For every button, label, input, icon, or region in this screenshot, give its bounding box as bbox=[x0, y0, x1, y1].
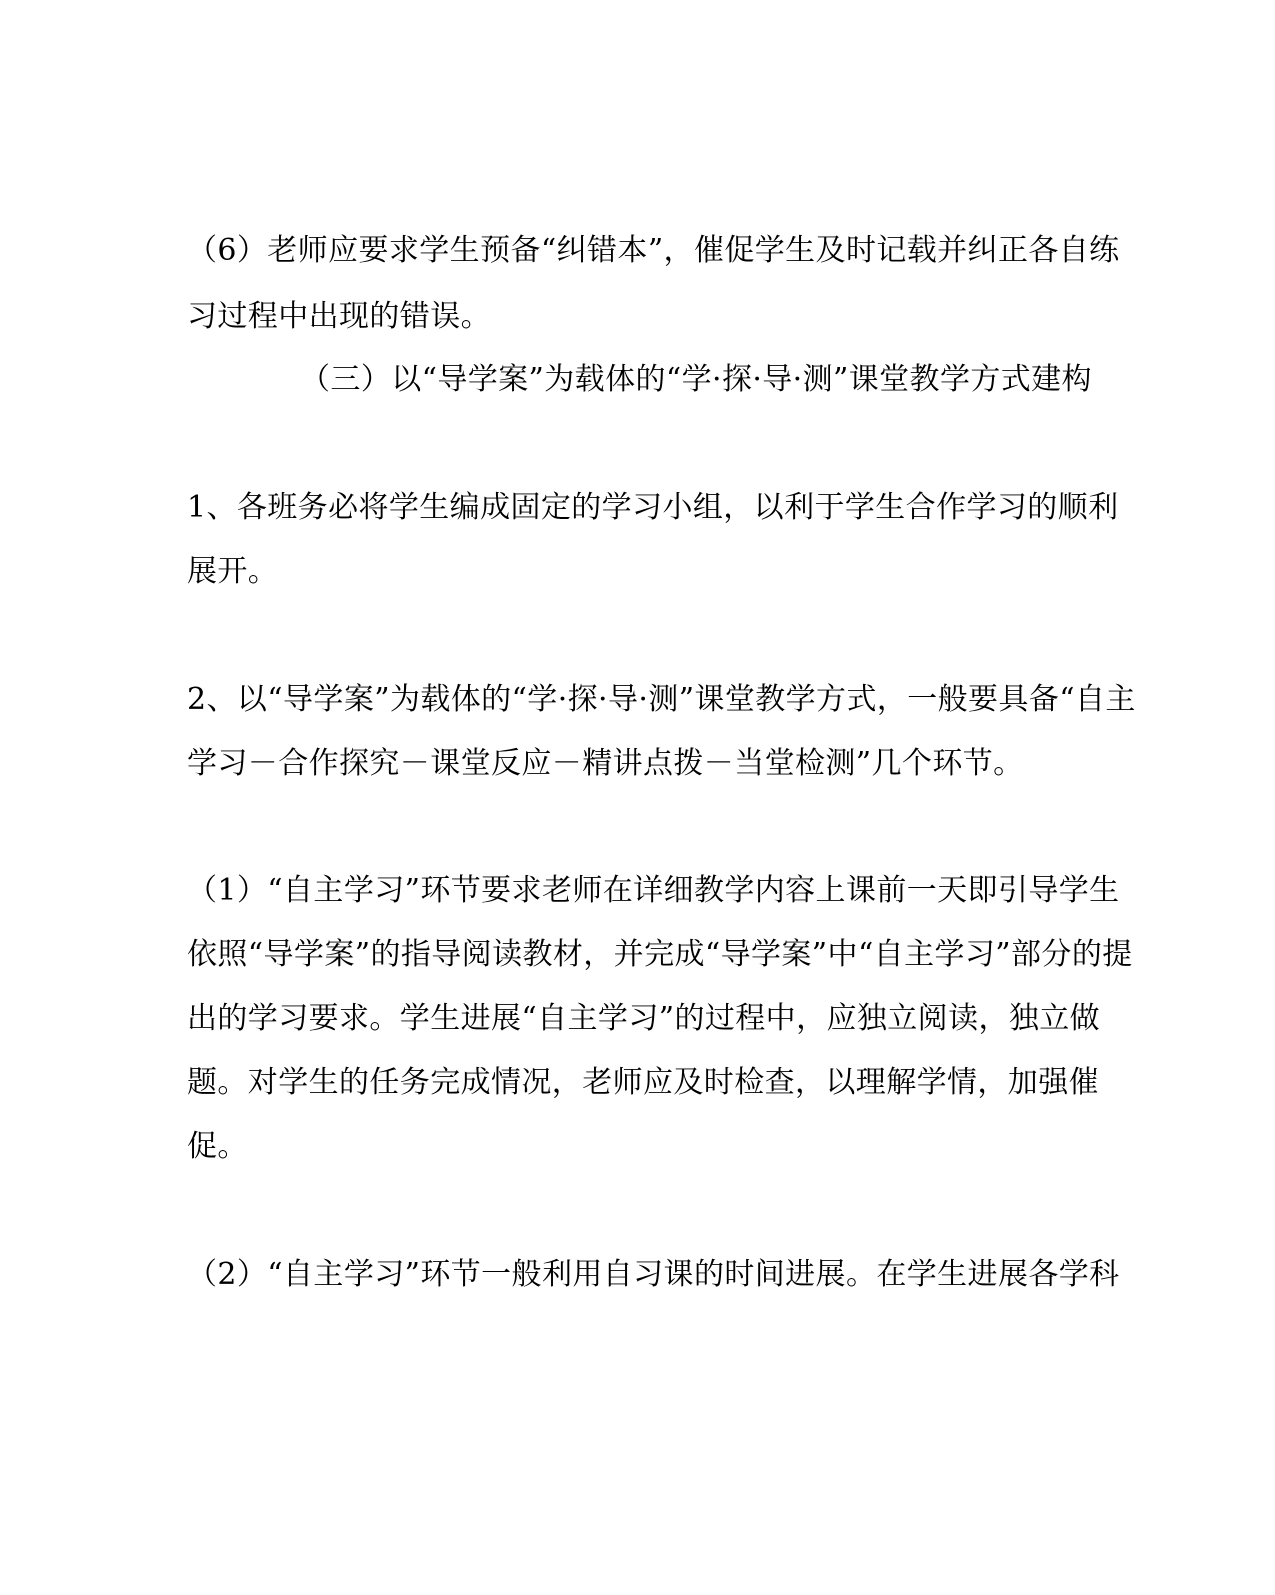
sub-1-line-4: 题。对学生的任务完成情况，老师应及时检查，以理解学情，加强催 bbox=[187, 1065, 1099, 1100]
item-2-line-1: 2、以“导学案”为载体的“学·探·导·测”课堂教学方式，一般要具备“自主 bbox=[187, 682, 1136, 717]
paragraph-6-line-2: 习过程中出现的错误。 bbox=[187, 299, 491, 334]
sub-1-line-2: 依照“导学案”的指导阅读教材，并完成“导学案”中“自主学习”部分的提 bbox=[187, 937, 1133, 972]
section-heading-3: （三）以“导学案”为载体的“学·探·导·测”课堂教学方式建构 bbox=[300, 362, 1092, 397]
item-2-line-2: 学习－合作探究－课堂反应－精讲点拨－当堂检测”几个环节。 bbox=[187, 746, 1024, 781]
sub-2-line-1: （2）“自主学习”环节一般利用自习课的时间进展。在学生进展各学科 bbox=[187, 1257, 1120, 1292]
sub-1-line-3: 出的学习要求。学生进展“自主学习”的过程中，应独立阅读，独立做 bbox=[187, 1001, 1101, 1036]
item-1-line-2: 展开。 bbox=[187, 554, 279, 589]
sub-1-line-1: （1）“自主学习”环节要求老师在详细教学内容上课前一天即引导学生 bbox=[187, 873, 1120, 908]
sub-1-line-5: 促。 bbox=[187, 1129, 248, 1164]
paragraph-6-line-1: （6）老师应要求学生预备“纠错本”，催促学生及时记载并纠正各自练 bbox=[187, 233, 1120, 268]
item-1-line-1: 1、各班务必将学生编成固定的学习小组，以利于学生合作学习的顺利 bbox=[187, 490, 1119, 525]
